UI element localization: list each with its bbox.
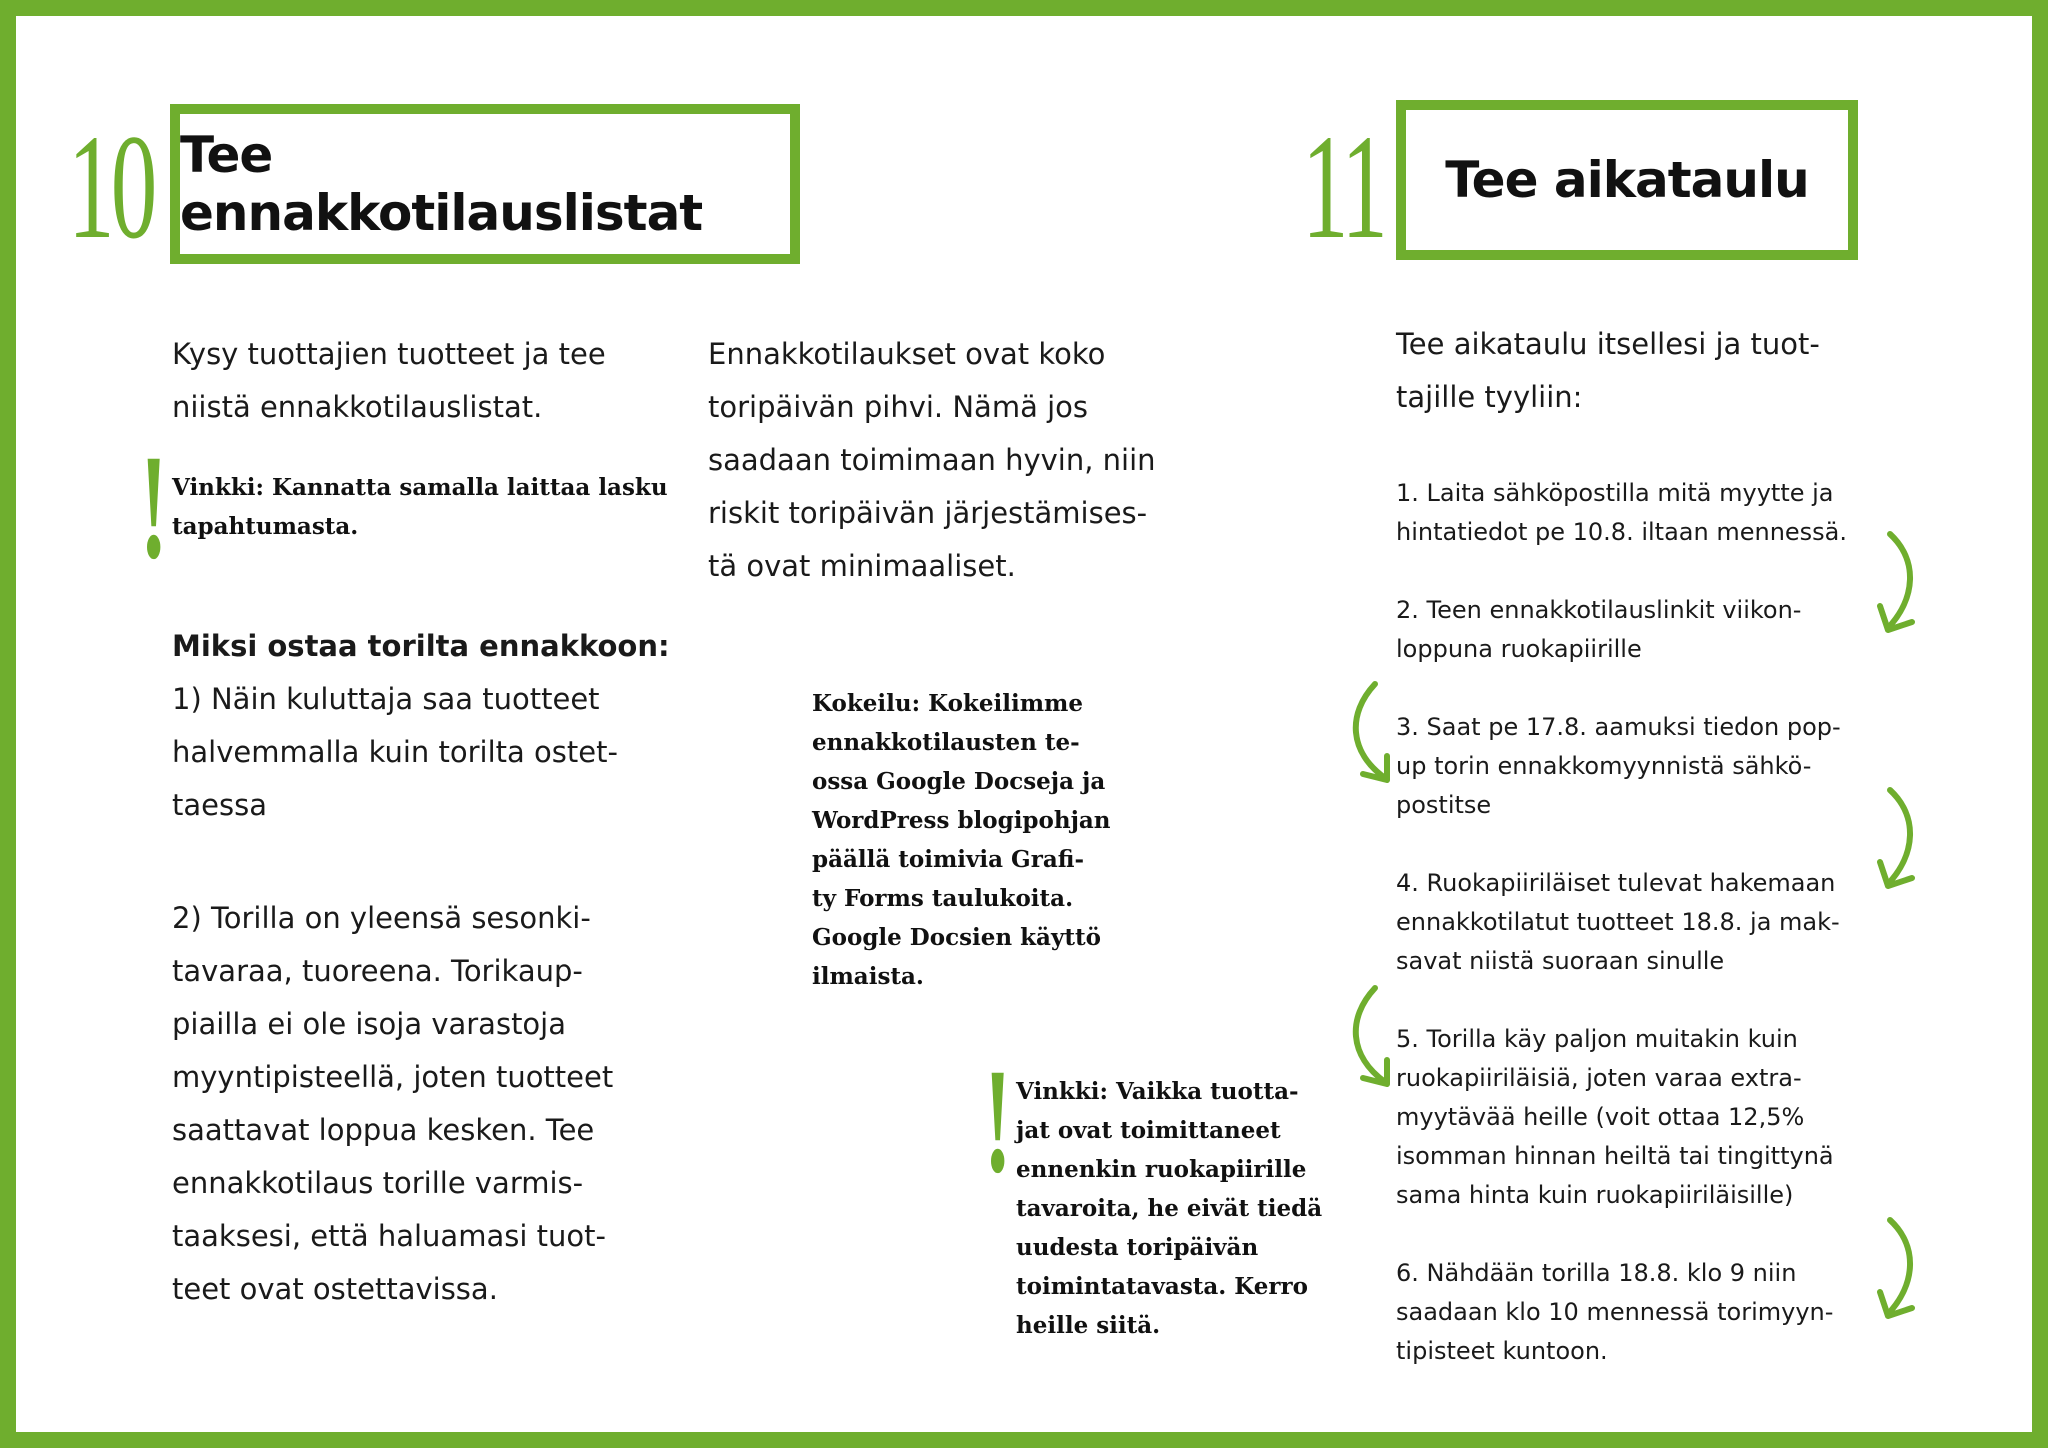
text-line: ilmaista. [812,963,924,990]
section-11-title: Tee aikataulu [1445,151,1809,209]
text-line: ty Forms taulukoita. [812,885,1074,912]
curved-arrow-icon [1876,782,1936,892]
text-line: saadaan klo 10 mennessä torimyyn- [1396,1298,1834,1326]
curved-arrow-icon [1876,1212,1936,1322]
text-line: heille siitä. [1016,1312,1161,1339]
schedule-step-5 [1396,1020,1916,1215]
why-buy-section [172,620,692,832]
text-line: 1) Näin kuluttaja saa tuotteet [172,682,600,716]
reason-2 [172,892,692,1316]
section-10-intro [172,328,692,434]
text-line: ennakkotilausten te- [812,729,1080,756]
section-10-title: Tee ennakkotilauslistat [180,126,703,242]
text-line: myytävää heille (voit ottaa 12,5% [1396,1103,1805,1131]
text-line: tajille tyyliin: [1396,380,1583,414]
text-line: piailla ei ole isoja varastoja [172,1007,567,1041]
text-line: taaksesi, että haluamasi tuot- [172,1219,606,1253]
text-line: Vinkki: Vaikka tuotta- [1016,1078,1299,1105]
text-line: ruokapiiriläisiä, joten varaa extra- [1396,1064,1802,1092]
section-10-title-box [170,104,800,264]
text-line: 2) Torilla on yleensä sesonki- [172,901,591,935]
text-line: saadaan toimimaan hyvin, niin [708,443,1156,477]
text-line: Google Docsien käyttö [812,924,1101,951]
text-line: 3. Saat pe 17.8. aamuksi tiedon pop- [1396,713,1841,741]
text-line: taessa [172,788,267,822]
text-line: 1. Laita sähköpostilla mitä myytte ja [1396,479,1834,507]
tip-invoice [172,468,692,546]
text-line: Kysy tuottajien tuotteet ja tee [172,337,606,371]
text-line: hintatiedot pe 10.8. iltaan mennessä. [1396,518,1848,546]
section-11-title-box [1396,100,1858,260]
exclamation-icon: ! [140,424,168,590]
text-line: tapahtumasta. [172,513,359,540]
text-line: riskit toripäivän järjestämises- [708,496,1148,530]
schedule-step-3 [1396,708,1916,825]
text-line: Tee aikataulu itsellesi ja tuot- [1396,327,1820,361]
text-line: 4. Ruokapiiriläiset tulevat hakemaan [1396,869,1836,897]
text-line: 6. Nähdään torilla 18.8. klo 9 niin [1396,1259,1797,1287]
experiment-note [812,684,1172,996]
text-line: toimintatavasta. Kerro [1016,1273,1309,1300]
text-line: 2. Teen ennakkotilauslinkit viikon- [1396,596,1802,624]
page [16,16,2032,1432]
text-line: ennakkotilaus torille varmis- [172,1166,584,1200]
schedule-step-6 [1396,1254,1916,1371]
curved-arrow-icon [1341,678,1401,788]
text-line: teet ovat ostettavissa. [172,1272,498,1306]
text-line: WordPress blogipohjan [812,807,1111,834]
text-line: sama hinta kuin ruokapiiriläisille) [1396,1181,1794,1209]
text-line: ossa Google Docseja ja [812,768,1106,795]
text-line: loppuna ruokapiirille [1396,635,1642,663]
text-line: tavaroita, he eivät tiedä [1016,1195,1323,1222]
schedule-step-1 [1396,474,1916,552]
schedule-step-2 [1396,591,1916,669]
middle-paragraph [708,328,1228,593]
tip-producers [1016,1072,1356,1345]
text-line: isomman hinnan heiltä tai tingittynä [1396,1142,1834,1170]
text-line: Kokeilu: Kokeilimme [812,690,1084,717]
exclamation-icon: ! [984,1038,1012,1204]
text-line: halvemmalla kuin torilta ostet- [172,735,618,769]
text-line: 5. Torilla käy paljon muitakin kuin [1396,1025,1798,1053]
schedule-step-4 [1396,864,1916,981]
text-line: Ennakkotilaukset ovat koko [708,337,1106,371]
text-line: niistä ennakkotilauslistat. [172,390,543,424]
text-line: postitse [1396,791,1492,819]
curved-arrow-icon [1876,526,1936,636]
text-line: up torin ennakkomyynnistä sähkö- [1396,752,1812,780]
text-line: myyntipisteellä, joten tuotteet [172,1060,614,1094]
section-10-number: 10 [68,104,154,270]
text-line: tipisteet kuntoon. [1396,1337,1608,1365]
text-line: savat niistä suoraan sinulle [1396,947,1725,975]
section-11-intro [1396,318,1956,424]
text-line: ennenkin ruokapiirille [1016,1156,1307,1183]
text-line: tä ovat minimaaliset. [708,549,1016,583]
why-heading: Miksi ostaa torilta ennakkoon: [172,629,670,663]
text-line: Vinkki: Kannatta samalla laittaa lasku [172,474,668,501]
text-line: päällä toimivia Grafi- [812,846,1084,873]
section-11-number: 11 [1302,104,1385,270]
text-line: ennakkotilatut tuotteet 18.8. ja mak- [1396,908,1840,936]
text-line: tavaraa, tuoreena. Torikaup- [172,954,583,988]
text-line: uudesta toripäivän [1016,1234,1259,1261]
text-line: jat ovat toimittaneet [1016,1117,1281,1144]
text-line: toripäivän pihvi. Nämä jos [708,390,1088,424]
curved-arrow-icon [1341,982,1401,1092]
text-line: saattavat loppua kesken. Tee [172,1113,595,1147]
